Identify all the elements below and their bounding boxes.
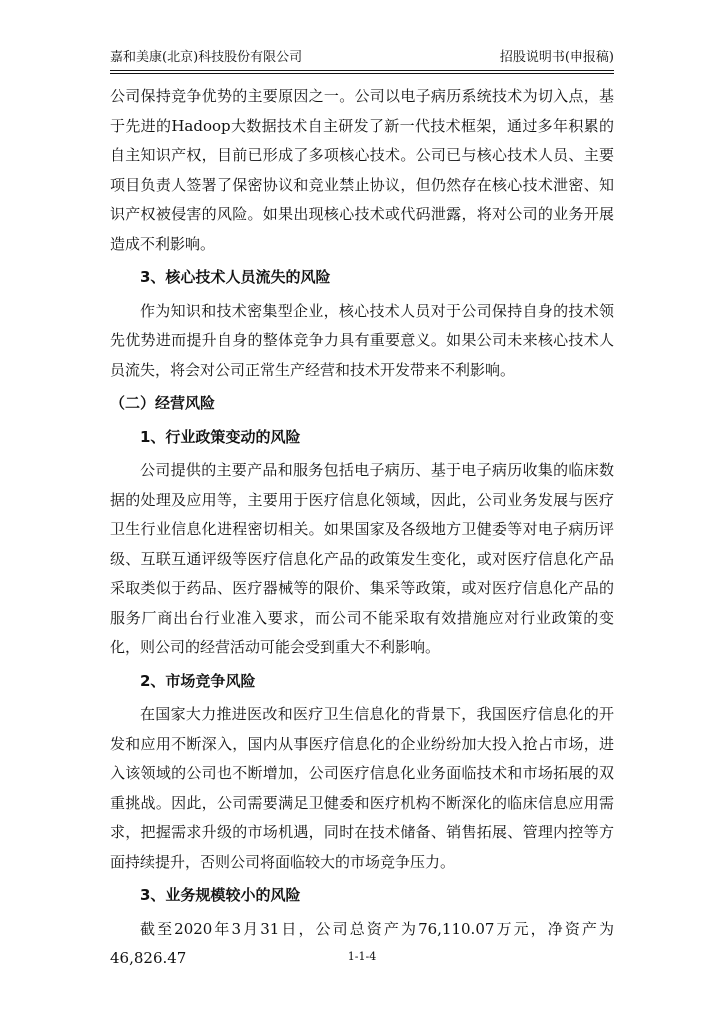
section-heading: （二）经营风险 [110, 394, 216, 412]
body-paragraph: 截至2020年3月31日，公司总资产为76,110.07万元，净资产为46,826.47 [110, 919, 614, 967]
subsection-heading: 1、行业政策变动的风险 [140, 427, 301, 446]
page-number: 1-1-4 [347, 950, 377, 963]
header-company-name: 嘉和美康(北京)科技股份有限公司 [110, 50, 303, 65]
body-paragraph: 作为知识和技术密集型企业，核心技术人员对于公司保持自身的技术领先优势进而提升自身的整体竞争力具有重要意义。如果公司未来核心技术人员流失，将会对公司正常生产经营和技术开发带来不利影响。 [110, 301, 614, 379]
header-rule-top [110, 70, 614, 71]
header-document-type: 招股说明书(申报稿) [499, 50, 614, 65]
document-body [110, 82, 614, 974]
body-paragraph: 公司保持竞争优势的主要原因之一。公司以电子病历系统技术为切入点，基于先进的Hadoop大数据技术自主研发了新一代技术框架，通过多年积累的自主知识产权，目前已形成了多项核心技术。公司已与核心技术人员、主要项目负责人签署了保密协议和竞业禁止协议，但仍然存在核心技术泄密、知识产权被侵害的风险。如果出现核心技术或代码泄露，将对公司的业务开展造成不利影响。 [110, 87, 614, 253]
page-header [110, 48, 614, 68]
subsection-heading: 3、核心技术人员流失的风险 [140, 268, 331, 286]
header-rule-bottom [110, 73, 614, 74]
body-paragraph: 在国家大力推进医改和医疗卫生信息化的背景下，我国医疗信息化的开发和应用不断深入，国内从事医疗信息化的企业纷纷加大投入抢占市场，进入该领域的公司也不断增加，公司医疗信息化业务面临技术和市场拓展的双重挑战。因此，公司需要满足卫健委和医疗机构不断深化的临床信息应用需求，把握需求升级的市场机遇，同时在技术储备、销售拓展、管理内控等方面持续提升，否则公司将面临较大的市场竞争压力。 [110, 705, 614, 871]
body-paragraph: 公司提供的主要产品和服务包括电子病历、基于电子病历收集的临床数据的处理及应用等，主要用于医疗信息化领域，因此，公司业务发展与医疗卫生行业信息化进程密切相关。如果国家及各级地方卫健委等对电子病历评级、互联互通评级等医疗信息化产品的政策发生变化，或对医疗信息化产品采取类似于药品、医疗器械等的限价、集采等政策，或对医疗信息化产品的服务厂商出台行业准入要求，而公司不能采取有效措施应对行业政策的变化，则公司的经营活动可能会受到重大不利影响。 [110, 461, 614, 656]
subsection-heading: 2、市场竞争风险 [140, 671, 256, 690]
subsection-heading: 3、业务规模较小的风险 [140, 886, 301, 904]
